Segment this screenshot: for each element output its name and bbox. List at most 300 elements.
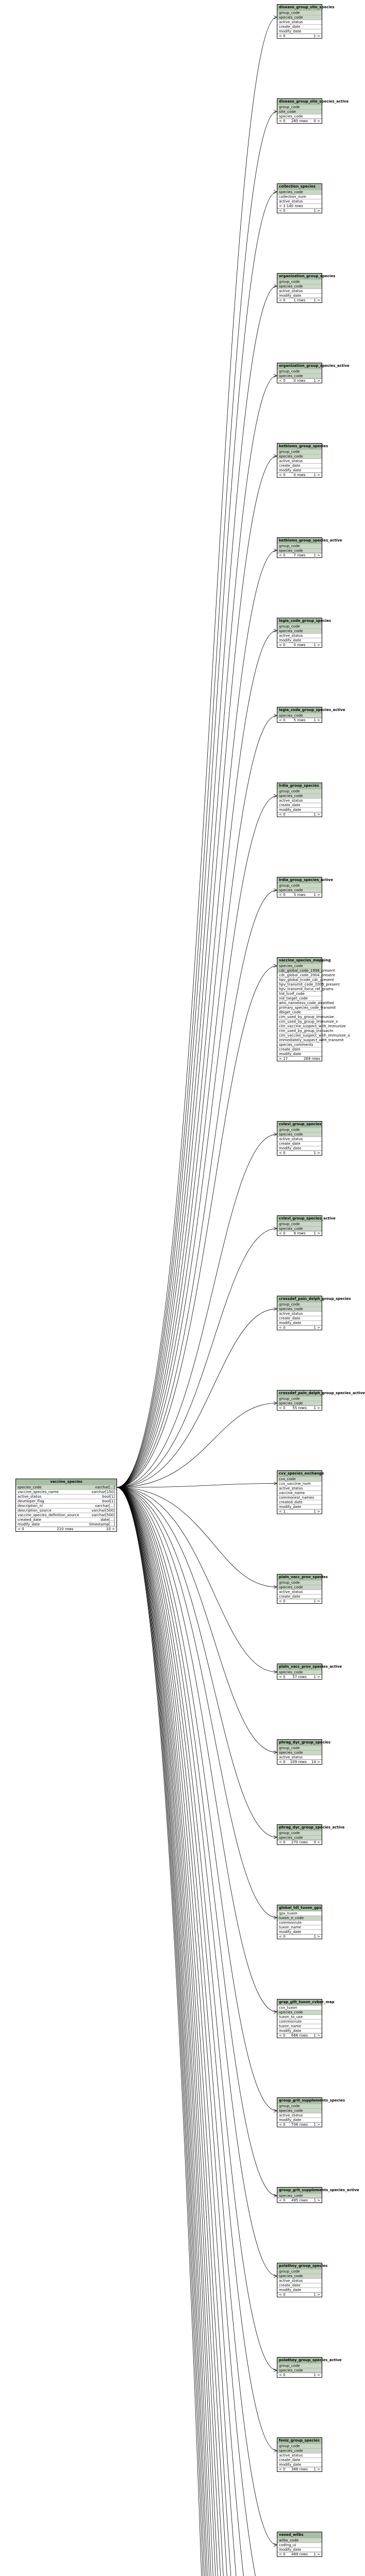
table-column[interactable]: who_nameless_code_stratified — [277, 1001, 322, 1005]
table-column[interactable]: species_code — [277, 548, 322, 553]
table-column[interactable]: cim_vaccine_suspect_with_immunize_a — [277, 1033, 322, 1038]
table-column[interactable]: created_date — [277, 1500, 322, 1504]
main-footer-rows: 210 rows — [57, 1527, 74, 1531]
related-table[interactable] — [277, 1470, 322, 1514]
table-column[interactable]: modify_date — [277, 1320, 322, 1325]
main-table-column[interactable] — [16, 1499, 117, 1503]
related-table[interactable] — [277, 98, 349, 124]
footer-cell: 57 rows — [292, 1674, 307, 1679]
footer-cell: < 0 — [279, 472, 286, 477]
footer-cell: 1 > — [313, 2198, 320, 2203]
column-name: vaccine_species_name — [18, 1490, 59, 1494]
fk-edge — [117, 111, 277, 1487]
table-column[interactable]: active_status — [277, 633, 322, 638]
table-footer — [277, 1509, 322, 1514]
table-header: cvlevl_group_species — [277, 1122, 322, 1127]
table-column[interactable]: commonest_names — [277, 1495, 322, 1500]
footer-cell: 495 rows — [291, 2198, 308, 2203]
table-footer — [277, 553, 322, 557]
fk-edge — [117, 796, 277, 1487]
table-footer — [277, 1934, 322, 1939]
table-column[interactable]: cdc_global_code_1998_present — [277, 968, 322, 973]
related-table[interactable] — [277, 2532, 322, 2557]
table-header: group_grit_supplements_species — [277, 2098, 322, 2104]
footer-cell: < 17 — [279, 1057, 288, 1061]
table-column[interactable]: group_code — [277, 544, 322, 548]
table-column[interactable]: tuxon_to_use — [277, 2014, 322, 2019]
table-column[interactable]: group_code — [277, 1302, 322, 1307]
table-column[interactable]: active_status — [277, 2278, 322, 2283]
table-column[interactable]: species_code — [277, 1585, 322, 1589]
footer-cell: < 0 — [279, 118, 286, 123]
table-header: group_grit_supplements_species_active — [277, 2188, 322, 2193]
table-column[interactable]: modify_date — [277, 2028, 322, 2033]
table-column[interactable]: species_code — [277, 629, 322, 633]
fk-edge — [117, 1487, 277, 2576]
fk-edge — [117, 1403, 277, 1488]
footer-cell: 1 > — [313, 2373, 320, 2378]
table-column[interactable]: modify_date — [277, 638, 322, 642]
related-table[interactable] — [277, 1664, 342, 1680]
table-header: cvx_species_exchange — [277, 1471, 322, 1477]
table-footer — [277, 298, 322, 302]
table-footer — [277, 1759, 322, 1764]
table-column[interactable]: modify_date — [277, 2462, 322, 2467]
table-column[interactable]: modify_date — [277, 2287, 322, 2292]
table-footer — [277, 1840, 322, 1844]
related-table[interactable] — [277, 1390, 365, 1411]
related-table[interactable] — [277, 2263, 328, 2297]
table-header: feniz_group_species — [277, 2438, 322, 2444]
fk-edge — [117, 1487, 277, 2576]
table-column[interactable]: active_status — [277, 20, 322, 24]
footer-cell: 0 rows — [293, 472, 306, 477]
footer-cell: < 0 — [279, 1151, 286, 1156]
related-table[interactable] — [277, 363, 350, 383]
footer-cell: < 1 — [279, 1509, 286, 1514]
table-column[interactable]: group_code — [277, 1222, 322, 1226]
related-table[interactable] — [277, 1824, 345, 1845]
table-header: phrag_dyc_group_species_active — [277, 1825, 322, 1831]
table-column[interactable]: species_code — [277, 793, 322, 798]
footer-cell: 1 > — [313, 2552, 320, 2557]
table-column[interactable]: tuxon_name — [277, 2024, 322, 2028]
table-column[interactable]: species_code — [277, 2193, 322, 2198]
main-table-vaccine-species[interactable] — [15, 1479, 117, 1532]
table-column[interactable]: group_code — [277, 624, 322, 629]
fk-edge — [117, 1487, 277, 2576]
table-column[interactable]: hpv_transmit_code_2005_present — [277, 982, 322, 987]
main-table-column[interactable] — [16, 1508, 117, 1513]
table-column[interactable]: species_code — [277, 2274, 322, 2278]
footer-cell: 0 rows — [293, 642, 306, 647]
table-column[interactable]: group_code — [277, 2363, 322, 2368]
footer-cell: < 0 — [279, 1599, 286, 1603]
table-column[interactable]: modify_date — [277, 1504, 322, 1509]
fk-edge — [117, 1487, 277, 2576]
related-table[interactable] — [277, 1574, 328, 1604]
main-table-column[interactable] — [16, 1522, 117, 1527]
table-column[interactable]: vaccine_name — [277, 1490, 322, 1495]
fk-edge — [117, 1134, 277, 1487]
footer-cell: 1 > — [313, 2467, 320, 2472]
table-column[interactable]: group_code — [277, 10, 322, 15]
footer-cell: 9 rows — [293, 1231, 306, 1236]
related-table[interactable] — [277, 1739, 331, 1765]
fk-edge — [117, 1487, 277, 1587]
table-column[interactable]: species_code — [277, 2108, 322, 2113]
fk-edge — [117, 192, 277, 1487]
table-column[interactable]: active_status — [277, 2453, 322, 2458]
fk-edge — [117, 1487, 277, 2545]
column-name: developer_flag — [18, 1499, 44, 1503]
table-column[interactable]: group_code — [277, 883, 322, 888]
table-column[interactable]: cim_used_by_group_immunize_x — [277, 1019, 322, 1024]
table-header: polathey_group_species — [277, 2263, 322, 2269]
table-footer — [277, 2122, 322, 2127]
fk-edge — [117, 631, 277, 1487]
table-column[interactable]: gps_tuxon — [277, 1911, 322, 1916]
fk-edge — [117, 286, 277, 1487]
fk-edge — [117, 1487, 277, 2576]
table-column[interactable]: group_code — [277, 105, 322, 109]
footer-cell: 7 rows — [293, 553, 306, 557]
table-column[interactable]: active_status — [277, 199, 322, 204]
table-header: plaln_vacc_prov_species_active — [277, 1664, 322, 1670]
fk-edge — [117, 1487, 277, 2012]
table-header: phrag_dyc_group_species — [277, 1740, 322, 1745]
table-header: lrdia_group_species — [277, 783, 322, 789]
related-table[interactable] — [277, 2437, 322, 2472]
footer-cell: 1 > — [313, 378, 320, 383]
footer-cell: 1 > — [313, 893, 320, 897]
main-table-header: vaccine_species — [16, 1479, 117, 1485]
footer-cell: < 0 — [279, 893, 286, 897]
table-column[interactable]: tuxon_name — [277, 1925, 322, 1929]
footer-cell: 5 rows — [293, 718, 306, 723]
table-column[interactable]: active_status — [277, 289, 322, 293]
table-column[interactable]: cdc_global_code_2004_present — [277, 973, 322, 977]
table-column[interactable]: species_code — [277, 888, 322, 892]
table-header: organization_group_species — [277, 274, 322, 279]
related-table[interactable] — [277, 1215, 336, 1236]
table-column[interactable]: create_date — [277, 463, 322, 468]
footer-cell: 1 > — [313, 34, 320, 38]
table-column[interactable]: species_code — [277, 713, 322, 718]
table-column[interactable]: species_code — [277, 114, 322, 118]
fk-edge — [117, 1487, 277, 2576]
table-column[interactable]: site_code — [277, 109, 322, 114]
table-column[interactable]: cvx_vaccine_num — [277, 1481, 322, 1486]
table-column[interactable]: group_code — [277, 789, 322, 793]
table-footer — [277, 208, 322, 213]
fk-edge — [117, 18, 277, 1488]
footer-cell: 0 > — [313, 1840, 320, 1844]
related-table[interactable] — [277, 957, 350, 1061]
fk-edge — [117, 1487, 277, 2576]
table-header: collection_species — [277, 184, 322, 190]
table-column[interactable]: modify_date — [277, 2547, 322, 2552]
table-column[interactable]: group_code — [277, 1831, 322, 1835]
table-footer — [277, 2467, 322, 2471]
table-column[interactable]: species_code — [277, 15, 322, 20]
related-table[interactable] — [277, 273, 336, 303]
table-column[interactable]: group_code — [277, 2104, 322, 2108]
footer-cell: < 0 — [279, 34, 286, 38]
main-table-column[interactable] — [16, 1489, 117, 1494]
table-column[interactable]: active_status — [277, 798, 322, 803]
table-column[interactable]: group_code — [277, 449, 322, 454]
main-table-footer — [16, 1527, 117, 1531]
fk-edge — [117, 550, 277, 1487]
related-table[interactable] — [277, 2357, 342, 2378]
table-column[interactable]: group_code — [277, 1127, 322, 1132]
footer-cell: 1 > — [313, 1934, 320, 1939]
footer-cell: < 0 — [279, 298, 286, 302]
table-column[interactable]: create_date — [277, 1141, 322, 1146]
footer-cell: 1 > — [313, 1599, 320, 1603]
footer-cell: 1 > — [313, 812, 320, 817]
table-column[interactable]: hid_tcolf_code — [277, 991, 322, 996]
footer-cell: 109 rows — [290, 1759, 307, 1764]
table-header: crossdef_pain_delph_group_species — [277, 1296, 322, 1302]
table-column[interactable]: active_status — [277, 1755, 322, 1759]
column-type: date[...] — [101, 1518, 115, 1522]
table-footer — [277, 1405, 322, 1410]
fk-edge — [117, 1487, 277, 2276]
related-table[interactable] — [277, 537, 342, 558]
fk-edge — [117, 1487, 277, 2576]
table-column[interactable]: modify_date — [277, 468, 322, 472]
table-column[interactable]: cim_vaccine_suspect_with_immunize — [277, 1024, 322, 1028]
column-type: varchar[500] — [91, 1509, 115, 1513]
footer-cell: 1 > — [313, 1406, 320, 1410]
table-column[interactable]: create_date — [277, 1047, 322, 1052]
column-name: species_code — [18, 1485, 42, 1489]
table-column[interactable]: create_date — [277, 2283, 322, 2287]
table-column[interactable]: species_code — [277, 1307, 322, 1311]
related-table[interactable] — [277, 1121, 322, 1156]
table-column[interactable]: group_code — [277, 1745, 322, 1750]
table-column[interactable]: group_code — [277, 279, 322, 284]
footer-cell: 1 > — [313, 1674, 320, 1679]
table-column[interactable]: wilbs_code — [277, 2538, 322, 2543]
footer-cell: 1 > — [313, 1151, 320, 1156]
footer-cell: 1 rows — [293, 298, 306, 302]
table-column[interactable]: modify_date — [277, 1929, 322, 1934]
table-footer — [277, 2372, 322, 2377]
table-header: legia_code_group_species — [277, 618, 322, 624]
footer-cell: 1 > — [313, 553, 320, 557]
table-column[interactable]: species_code — [277, 454, 322, 459]
main-table-column[interactable] — [16, 1517, 117, 1522]
table-column[interactable]: commonrule — [277, 1920, 322, 1925]
related-table[interactable] — [277, 1905, 322, 1939]
table-column[interactable]: species_code — [277, 1835, 322, 1840]
column-name: description_source — [18, 1509, 52, 1513]
table-column[interactable]: active_status — [277, 459, 322, 463]
fk-edge — [117, 1487, 277, 2576]
table-header: cvlevl_group_species_active — [277, 1216, 322, 1222]
table-header: organization_group_species_active — [277, 363, 322, 369]
main-footer-right: 33 > — [106, 1527, 115, 1531]
footer-cell: 14 > — [311, 1759, 320, 1764]
footer-cell: < 0 — [279, 2033, 286, 2038]
related-table[interactable] — [277, 1999, 335, 2038]
related-table[interactable] — [277, 707, 345, 723]
table-footer — [277, 2552, 322, 2556]
related-table[interactable] — [277, 877, 334, 897]
table-column[interactable]: collection_num — [277, 194, 322, 199]
table-footer — [277, 642, 322, 647]
table-header: lrdia_group_species_active — [277, 877, 322, 883]
table-column[interactable]: species_code — [277, 1132, 322, 1137]
table-column[interactable]: species_code — [277, 1401, 322, 1405]
table-column[interactable]: modify_date — [277, 29, 322, 33]
table-column[interactable]: dbiget_code — [277, 1010, 322, 1014]
main-footer-left: < 0 — [18, 1527, 24, 1531]
table-column[interactable]: group_code — [277, 369, 322, 374]
column-type: varchar[...] — [95, 1504, 115, 1508]
footer-cell: 1 > — [313, 298, 320, 302]
table-header: disease_group_site_species — [277, 5, 322, 10]
table-column[interactable]: group_code — [277, 2444, 322, 2448]
table-column[interactable]: primary_species_code_transmit — [277, 1005, 322, 1010]
table-header: crossdef_pain_delph_group_species_active — [277, 1391, 322, 1396]
table-column[interactable]: species_code — [277, 284, 322, 289]
table-column[interactable]: species_code — [277, 1670, 322, 1674]
table-column[interactable]: active_status — [277, 1589, 322, 1594]
related-table[interactable] — [277, 4, 335, 39]
fk-edge — [117, 890, 277, 1487]
table-column[interactable]: species_code — [277, 2010, 322, 2014]
main-table-column[interactable] — [16, 1503, 117, 1508]
table-column[interactable]: cvx_code — [277, 1477, 322, 1481]
column-name: modify_date — [18, 1522, 40, 1527]
table-column[interactable]: cvx_tuxon — [277, 2005, 322, 2010]
table-column[interactable]: group_code — [277, 2269, 322, 2274]
table-column[interactable]: species_code — [277, 374, 322, 378]
related-table[interactable] — [277, 618, 331, 648]
table-column[interactable]: < 1 140 rows — [277, 204, 322, 208]
table-column[interactable]: modify_date — [277, 1052, 322, 1056]
column-name: vaccine_species_definition_source — [18, 1513, 79, 1517]
footer-cell: 270 rows — [291, 1840, 308, 1844]
column-type: varchar[500] — [91, 1513, 115, 1517]
table-column[interactable]: nid_target_code — [277, 996, 322, 1001]
table-column[interactable]: group_code — [277, 1396, 322, 1401]
related-table[interactable] — [277, 443, 328, 478]
main-table-column[interactable] — [16, 1494, 117, 1499]
table-header: ketbisms_group_species — [277, 444, 322, 449]
fk-edge — [117, 1309, 277, 1487]
table-column[interactable]: commonrule — [277, 2019, 322, 2024]
table-footer — [277, 2292, 322, 2297]
related-table[interactable] — [277, 783, 322, 817]
table-column[interactable]: create_date — [277, 1594, 322, 1599]
table-column[interactable]: coding_ui — [277, 2543, 322, 2547]
footer-cell: < 0 — [279, 2467, 286, 2472]
table-header: vaxed_wilbs — [277, 2532, 322, 2538]
table-column[interactable]: species_code — [277, 2368, 322, 2372]
table-footer — [277, 1674, 322, 1679]
footer-cell: < 0 — [279, 812, 286, 817]
table-column[interactable]: tuxon_n_code — [277, 1916, 322, 1920]
table-column[interactable]: active_status — [277, 1486, 322, 1490]
table-column[interactable]: active_status — [277, 1311, 322, 1316]
column-type: varchar[...] — [95, 1485, 115, 1489]
table-column[interactable]: modify_date — [277, 1146, 322, 1150]
footer-cell: < 0 — [279, 642, 286, 647]
footer-cell: 1 > — [313, 472, 320, 477]
table-column[interactable]: cim_used_by_group_transactn — [277, 1028, 322, 1033]
table-column[interactable]: create_date — [277, 1316, 322, 1320]
table-column[interactable]: species_code — [277, 1750, 322, 1755]
table-column[interactable]: modify_date — [277, 293, 322, 298]
footer-cell: < 0 — [279, 1759, 286, 1764]
table-column[interactable]: species_comments — [277, 1042, 322, 1047]
table-column[interactable]: species_code — [277, 2448, 322, 2453]
table-column[interactable]: group_code — [277, 1580, 322, 1585]
table-footer — [277, 1325, 322, 1330]
related-table[interactable] — [277, 1296, 351, 1330]
table-header: plaln_vacc_prov_species — [277, 1574, 322, 1580]
table-column[interactable]: active_status — [277, 2113, 322, 2117]
footer-cell: < 0 — [279, 1231, 286, 1236]
main-table-column[interactable] — [16, 1513, 117, 1517]
table-column[interactable]: active_status — [277, 1137, 322, 1141]
footer-cell: 388 rows — [291, 2467, 308, 2472]
table-column[interactable]: hpv_global_tcode_cdc_present — [277, 977, 322, 982]
column-type: varchar[150] — [91, 1490, 115, 1494]
table-column[interactable]: create_date — [277, 24, 322, 29]
table-column[interactable]: species_code — [277, 1226, 322, 1231]
footer-cell: < 0 — [279, 718, 286, 723]
footer-cell: 268 rows — [304, 1057, 320, 1061]
fk-edge — [117, 1487, 277, 2576]
table-column[interactable]: modify_date — [277, 2117, 322, 2122]
footer-cell: 1 > — [313, 2033, 320, 2038]
fk-edge — [117, 1487, 277, 2576]
table-footer — [277, 1599, 322, 1603]
footer-cell: 1 > — [313, 2123, 320, 2127]
fk-edge — [117, 1487, 277, 2451]
table-column[interactable]: immediately_suspect_with_transmit — [277, 1038, 322, 1042]
footer-cell: < 0 — [279, 2198, 286, 2203]
table-column[interactable]: hpv_transmit_force_ref_grams — [277, 987, 322, 991]
table-column[interactable]: cim_used_by_group_immunize — [277, 1014, 322, 1019]
table-footer — [277, 472, 322, 477]
related-table[interactable] — [277, 2187, 359, 2203]
related-table[interactable] — [277, 2097, 345, 2127]
table-column[interactable]: modify_date — [277, 807, 322, 812]
table-column[interactable]: create_date — [277, 803, 322, 807]
footer-cell: 1 > — [313, 1509, 320, 1514]
footer-cell: < 0 — [279, 1840, 286, 1844]
footer-cell: < 0 — [279, 2293, 286, 2297]
table-column[interactable]: create_date — [277, 2458, 322, 2462]
footer-cell: 666 rows — [291, 2033, 308, 2038]
table-header: ketbisms_group_species_active — [277, 538, 322, 544]
table-column[interactable]: species_code — [277, 963, 322, 968]
table-column[interactable]: species_code — [277, 190, 322, 194]
footer-cell: 0 > — [313, 118, 320, 123]
footer-cell: < 0 — [279, 2552, 286, 2557]
table-header: polathey_group_species_active — [277, 2358, 322, 2363]
main-table-column[interactable] — [16, 1485, 117, 1489]
related-table[interactable] — [277, 183, 322, 213]
footer-cell: 1 > — [313, 2293, 320, 2297]
